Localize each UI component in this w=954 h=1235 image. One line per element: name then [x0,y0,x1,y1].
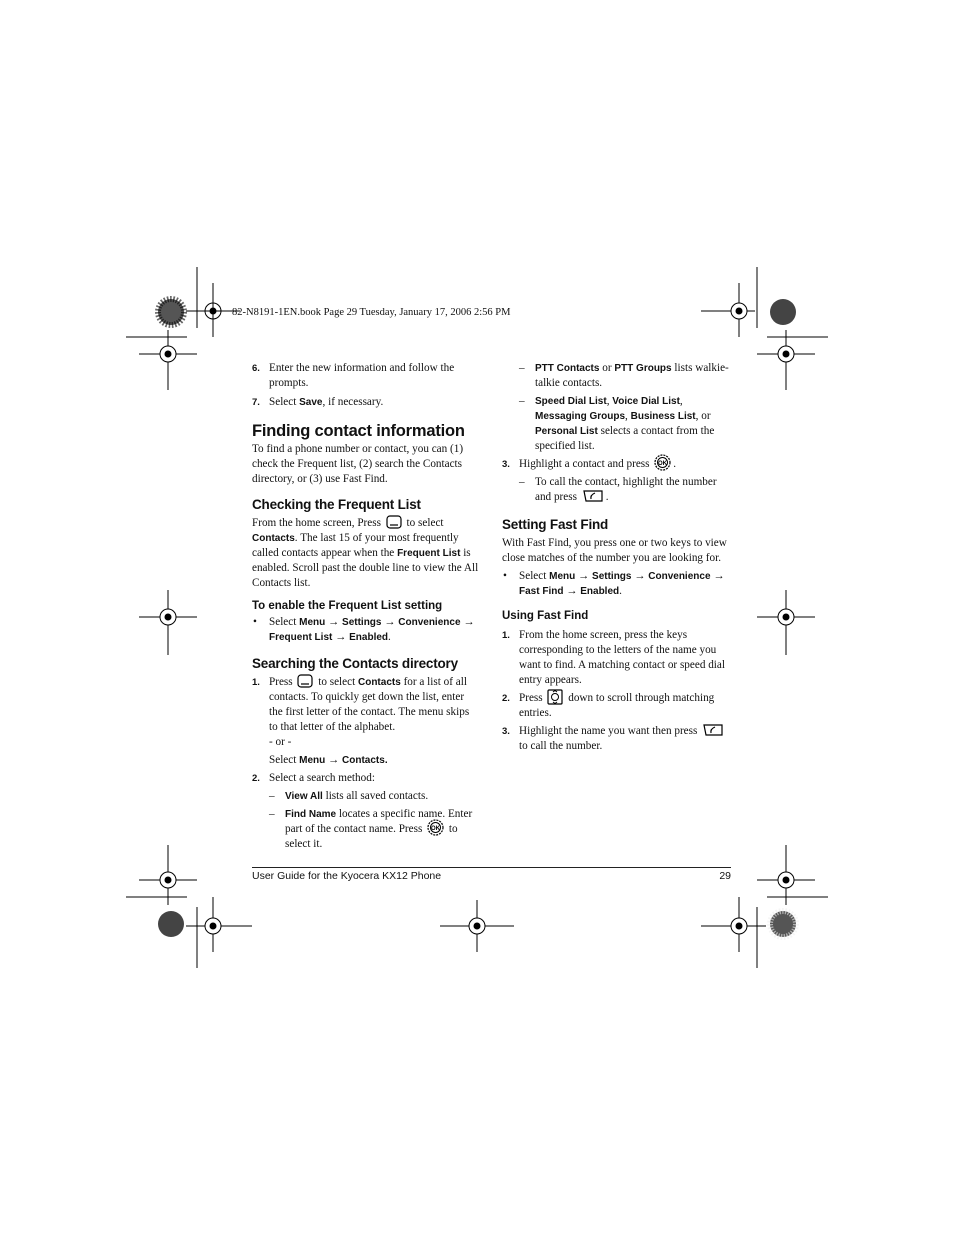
dash: – [269,808,275,820]
step-number: 3. [502,459,510,470]
step-text-end: , if necessary. [322,396,384,408]
search-step-2 [252,771,480,786]
book-header-line: 82-N8191-1EN.book Page 29 Tuesday, January 17, 2006 2:56 PM [232,307,511,318]
call-contact-substep: – To call the contact, highlight the number and press . [519,476,717,503]
using-step-3 [502,724,732,754]
using-step-2 [502,691,732,721]
using-fast-find-heading: Using Fast Find [502,610,589,622]
text: to select [406,517,444,529]
arrow-icon: → [463,616,475,628]
page-footer [252,867,731,882]
contacts-label: Contacts. [342,755,388,766]
text: Highlight a contact and press [519,458,650,470]
ptt-option [502,361,732,391]
text: locates a specific name. Enter part of the contact name. Press [285,808,473,835]
text: Press [519,692,543,704]
step-number: 1. [252,677,260,688]
intro-paragraph: To find a phone number or contact, you can (1) check the Frequent list, (2) search the Contacts directory, or (3) use Fast Find. [252,443,464,485]
speed-dial-list-label: Speed Dial List [535,396,607,407]
text: To call the contact, highlight the number and press [535,476,717,503]
text: down to scroll through matching entries. [519,692,715,719]
text: lists walkie-talkie contacts. [535,362,729,389]
enabled-label: Enabled [349,632,389,643]
arrow-icon: → [578,570,590,582]
find-name-option [252,807,480,852]
bullet: • [253,616,257,628]
step-7 [252,395,480,410]
text: Highlight the name you want then press [519,725,698,737]
step-number: 3. [502,726,510,737]
send-key-icon [702,723,724,737]
or-separator: - or - [269,736,292,748]
arrow-icon: → [713,570,725,582]
fast-find-label: Fast Find [519,586,564,597]
footer-title: User Guide for the Kyocera KX12 Phone [252,870,442,882]
step-number: 1. [502,630,510,641]
dash: – [519,362,525,374]
menu-label: Menu [299,755,326,766]
step-text: Select [269,396,300,408]
frequent-list-label: Frequent List [397,548,461,559]
using-step-1 [502,628,732,688]
text: to call the number. [519,740,603,752]
ok-key-icon [427,819,444,836]
enabled-label: Enabled [580,586,620,597]
contacts-label: Contacts [357,677,401,688]
step-6 [252,361,480,391]
fast-find-intro: With Fast Find, you press one or two keys to view close matches of the number you are looking for. [502,537,727,564]
text: to select [318,676,356,688]
text: Press [269,676,293,688]
text: Select [269,754,297,766]
text: or [602,362,612,374]
frequent-list-label: Frequent List [269,632,333,643]
convenience-label: Convenience [648,571,711,582]
svg-text:OK: OK [658,461,668,468]
right-column [502,361,732,754]
arrow-icon: → [328,754,340,766]
frequent-list-paragraph [252,516,480,591]
text: From the home screen, Press [252,517,381,529]
section-title: Finding contact information [252,422,465,440]
step-number: 6. [252,363,260,374]
search-contacts-heading: Searching the Contacts directory [252,656,458,671]
view-all-label: View All [285,791,323,802]
step-number: 2. [502,693,510,704]
left-softkey-icon [297,674,313,688]
ptt-contacts-label: PTT Contacts [535,363,600,374]
alternate-step [269,753,480,768]
dash: – [269,790,275,802]
text: is enabled. Scroll past the double line to view the All Contacts list. [252,547,479,589]
convenience-label: Convenience [398,617,461,628]
left-column [252,361,480,852]
contacts-label: Contacts [252,533,295,544]
setting-fast-find-heading: Setting Fast Find [502,517,609,532]
ptt-groups-label: PTT Groups [614,363,672,374]
text: . The last 15 of your most frequently called contacts appear when the [252,532,459,559]
voice-dial-list-label: Voice Dial List [612,396,680,407]
text: , or [695,410,711,422]
text: Select a search method: [269,772,375,784]
personal-list-label: Personal List [535,426,598,437]
menu-label: Menu [299,617,326,628]
svg-text:OK: OK [431,826,441,833]
ok-key-icon [654,454,671,471]
page-number: 29 [719,870,731,882]
text: Select [519,570,547,582]
speed-dial-option: – Speed Dial List, Voice Dial List, Messaging Groups, Business List, or Personal List selects a contact from the specified list. [519,395,715,452]
enable-frequent-list-step: • Select Menu → Settings → Convenience → Frequent List → Enabled. [253,616,475,643]
step-number: 2. [252,773,260,784]
search-step-1 [252,675,480,768]
dash: – [519,476,525,488]
arrow-icon: → [566,585,578,597]
text: lists all saved contacts. [325,790,429,802]
arrow-icon: → [335,631,347,643]
text: for a list of all contacts. To quickly get down the list, enter the first letter of the contact. The menu skips to that letter of the alphabet. [269,676,470,733]
search-step-3: 3. Highlight a contact and press OK . [502,457,732,472]
business-list-label: Business List [630,411,696,422]
text: to select it. [285,823,458,850]
left-softkey-icon [386,515,402,529]
save-label: Save [299,397,323,408]
arrow-icon: → [634,570,646,582]
fast-find-step: • Select Menu → Settings → Convenience → Fast Find → Enabled. [503,570,725,597]
arrow-icon: → [328,616,340,628]
view-all-option [252,789,480,804]
text: Select [269,616,297,628]
frequent-list-heading: Checking the Frequent List [252,497,421,512]
enable-frequent-list-heading: To enable the Frequent List setting [252,600,443,612]
menu-label: Menu [549,571,576,582]
step-number: 7. [252,397,260,408]
find-name-label: Find Name [285,809,337,820]
navigation-key-icon [547,689,563,705]
bullet: • [503,570,507,582]
text: selects a contact from the specified list. [535,425,715,452]
settings-label: Settings [342,617,382,628]
messaging-groups-label: Messaging Groups [535,411,626,422]
step-text: Enter the new information and follow the prompts. [269,362,455,389]
dash: – [519,395,525,407]
settings-label: Settings [592,571,632,582]
send-key-icon [582,489,604,503]
text: From the home screen, press the keys corresponding to the letters of the name you want to find. A matching contact or speed dial entry appears. [519,629,725,686]
arrow-icon: → [384,616,396,628]
